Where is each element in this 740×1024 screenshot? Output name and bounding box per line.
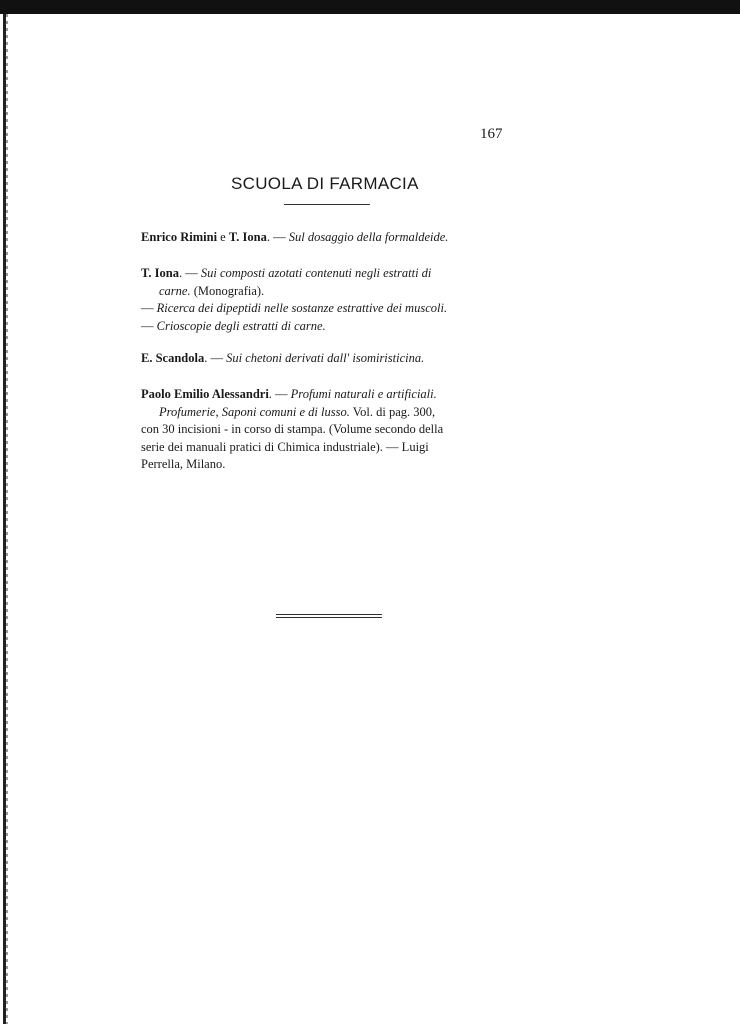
rule-line (276, 617, 382, 618)
entry-text: Vol. di pag. 300, (349, 404, 436, 419)
entry-line (141, 456, 521, 474)
entry-line (141, 283, 521, 301)
rule-line (276, 614, 382, 615)
section-end-rule (276, 614, 382, 620)
entry-line (141, 404, 521, 422)
entry-line (141, 386, 521, 404)
entry-author: Enrico Rimini (141, 230, 218, 244)
entry-line (141, 265, 521, 283)
entry-line (141, 439, 521, 457)
entry-line (141, 421, 521, 439)
entry-text: con 30 incisioni - in corso di stampa. (Volume secondo della (141, 422, 444, 436)
bibliography-entry (141, 386, 521, 474)
entry-dash: — (141, 318, 157, 333)
entry-title: Ricerca dei dipeptidi nelle sostanze estrattive dei muscoli. (156, 301, 448, 315)
entry-author: T. Iona (141, 266, 179, 280)
entry-line (141, 229, 521, 247)
entry-coauthor: T. Iona (228, 230, 267, 244)
entry-title: Profumerie, Saponi comuni e di lusso. (159, 404, 350, 419)
entry-conjunction: e (217, 230, 229, 244)
entry-title: Sui composti azotati contenuti negli estratti di (200, 266, 432, 280)
bibliography-entry (141, 229, 521, 247)
entry-separator: . — (266, 230, 289, 244)
entry-title: Profumi naturali e artificiali. (290, 387, 437, 401)
scan-top-border (0, 0, 740, 14)
entry-text: (Monografia). (190, 283, 265, 298)
bibliography-entry (141, 350, 521, 368)
scan-binding-edge (6, 14, 8, 1024)
entry-separator: . — (204, 351, 227, 365)
entry-title: Sui chetoni derivati dall' isomiristicina. (226, 351, 425, 365)
entry-author: Paolo Emilio Alessandri (141, 387, 269, 401)
entry-author: E. Scandola (141, 351, 205, 365)
entry-separator: . — (268, 387, 291, 401)
entry-title: Sul dosaggio della formaldeide. (288, 230, 449, 244)
bibliography-entry (141, 265, 521, 335)
entry-title: Crioscopie degli estratti di carne. (156, 318, 326, 333)
entry-dash: — (141, 301, 157, 315)
title-rule (284, 204, 370, 205)
page-number: 167 (480, 126, 503, 142)
section-title: SCUOLA DI FARMACIA (231, 174, 419, 193)
entry-line (141, 318, 521, 336)
entry-line (141, 300, 521, 318)
entry-text: Perrella, Milano. (141, 457, 226, 471)
entry-line (141, 350, 521, 368)
entry-separator: . — (178, 266, 201, 280)
entry-title: carne. (159, 283, 191, 298)
entry-text: serie dei manuali pratici di Chimica industriale). — Luigi (141, 439, 429, 454)
